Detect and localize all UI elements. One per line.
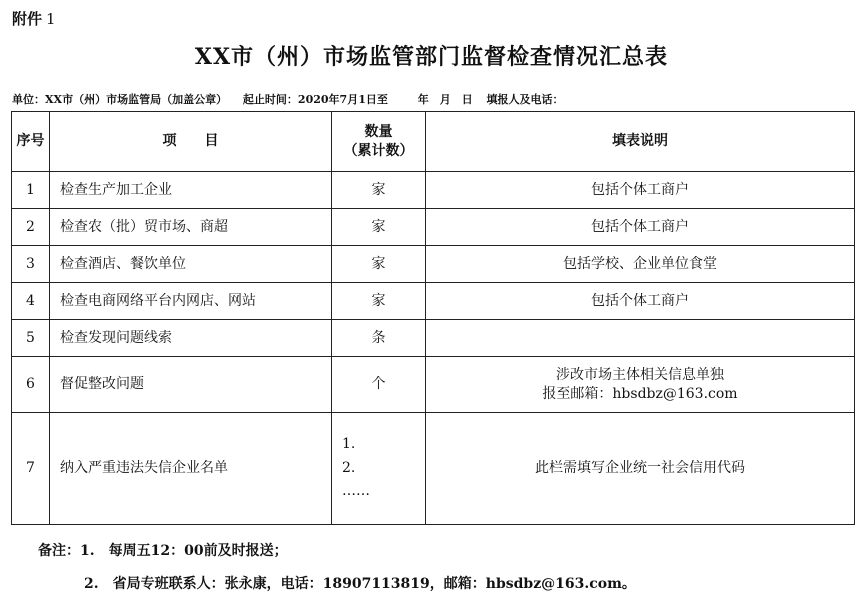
row-note [426, 320, 855, 357]
row-qty: 家 [332, 246, 426, 283]
summary-table [11, 111, 855, 525]
row-note-line2: 报至邮箱：hbsdbz@163.com [542, 385, 738, 402]
row-note: 包括个体工商户 [426, 283, 855, 320]
row-seq: 6 [12, 357, 50, 413]
document-title: XX市（州）市场监管部门监督检查情况汇总表 [194, 44, 669, 70]
table-row [12, 246, 855, 283]
row-item: 检查发现问题线索 [50, 320, 332, 357]
header-qty [332, 112, 426, 172]
row-note: 此栏需填写企业统一社会信用代码 [426, 413, 855, 525]
row-item: 检查电商网络平台内网店、网站 [50, 283, 332, 320]
notes-line-2 [84, 573, 636, 593]
row-seq: 4 [12, 283, 50, 320]
row-qty: 家 [332, 209, 426, 246]
row-note [426, 357, 855, 413]
table-row [12, 357, 855, 413]
attachment-number: 1 [46, 10, 56, 28]
table-row [12, 209, 855, 246]
row-note: 包括学校、企业单位食堂 [426, 246, 855, 283]
header-seq: 序号 [12, 112, 50, 172]
attachment-label-text: 附件 [12, 10, 43, 28]
table-row [12, 172, 855, 209]
row-seq: 5 [12, 320, 50, 357]
qty-list-item: …… [342, 483, 370, 500]
notes-line-1 [38, 540, 288, 560]
notes-label: 备注： [38, 543, 80, 559]
table-row [12, 413, 855, 525]
row-item: 检查酒店、餐饮单位 [50, 246, 332, 283]
row-seq: 1 [12, 172, 50, 209]
row-item: 检查农（批）贸市场、商超 [50, 209, 332, 246]
notes-item-1: 1. 每周五12：00前及时报送； [80, 543, 288, 559]
row-qty-list [332, 413, 426, 525]
row-item: 检查生产加工企业 [50, 172, 332, 209]
row-seq: 3 [12, 246, 50, 283]
row-qty: 家 [332, 283, 426, 320]
table-header-row [12, 112, 855, 172]
table-row [12, 283, 855, 320]
row-item: 督促整改问题 [50, 357, 332, 413]
report-meta [12, 91, 568, 107]
row-note-line1: 涉改市场主体相关信息单独 [556, 366, 724, 383]
meta-period: 起止时间：2020年7月1日至 [242, 93, 388, 106]
row-seq: 7 [12, 413, 50, 525]
header-qty-line2: （累计数） [343, 142, 414, 159]
row-qty: 条 [332, 320, 426, 357]
row-item: 纳入严重违法失信企业名单 [50, 413, 332, 525]
header-qty-line1: 数量 [364, 123, 393, 140]
row-note: 包括个体工商户 [426, 209, 855, 246]
meta-reporter: 填报人及电话： [486, 93, 564, 106]
row-seq: 2 [12, 209, 50, 246]
meta-unit: 单位：XX市（州）市场监管局（加盖公章） [12, 93, 228, 106]
row-qty: 家 [332, 172, 426, 209]
header-item: 项 目 [50, 112, 332, 172]
row-qty: 个 [332, 357, 426, 413]
header-note: 填表说明 [426, 112, 855, 172]
meta-date: 年 月 日 [417, 93, 473, 106]
notes-item-2: 2. 省局专班联系人：张永康，电话：18907113819，邮箱：hbsdbz@163.com。 [84, 576, 636, 592]
attachment-label [12, 8, 56, 29]
qty-list-item: 2. [342, 459, 356, 476]
table-row [12, 320, 855, 357]
row-note: 包括个体工商户 [426, 172, 855, 209]
qty-list-item: 1. [342, 435, 356, 452]
